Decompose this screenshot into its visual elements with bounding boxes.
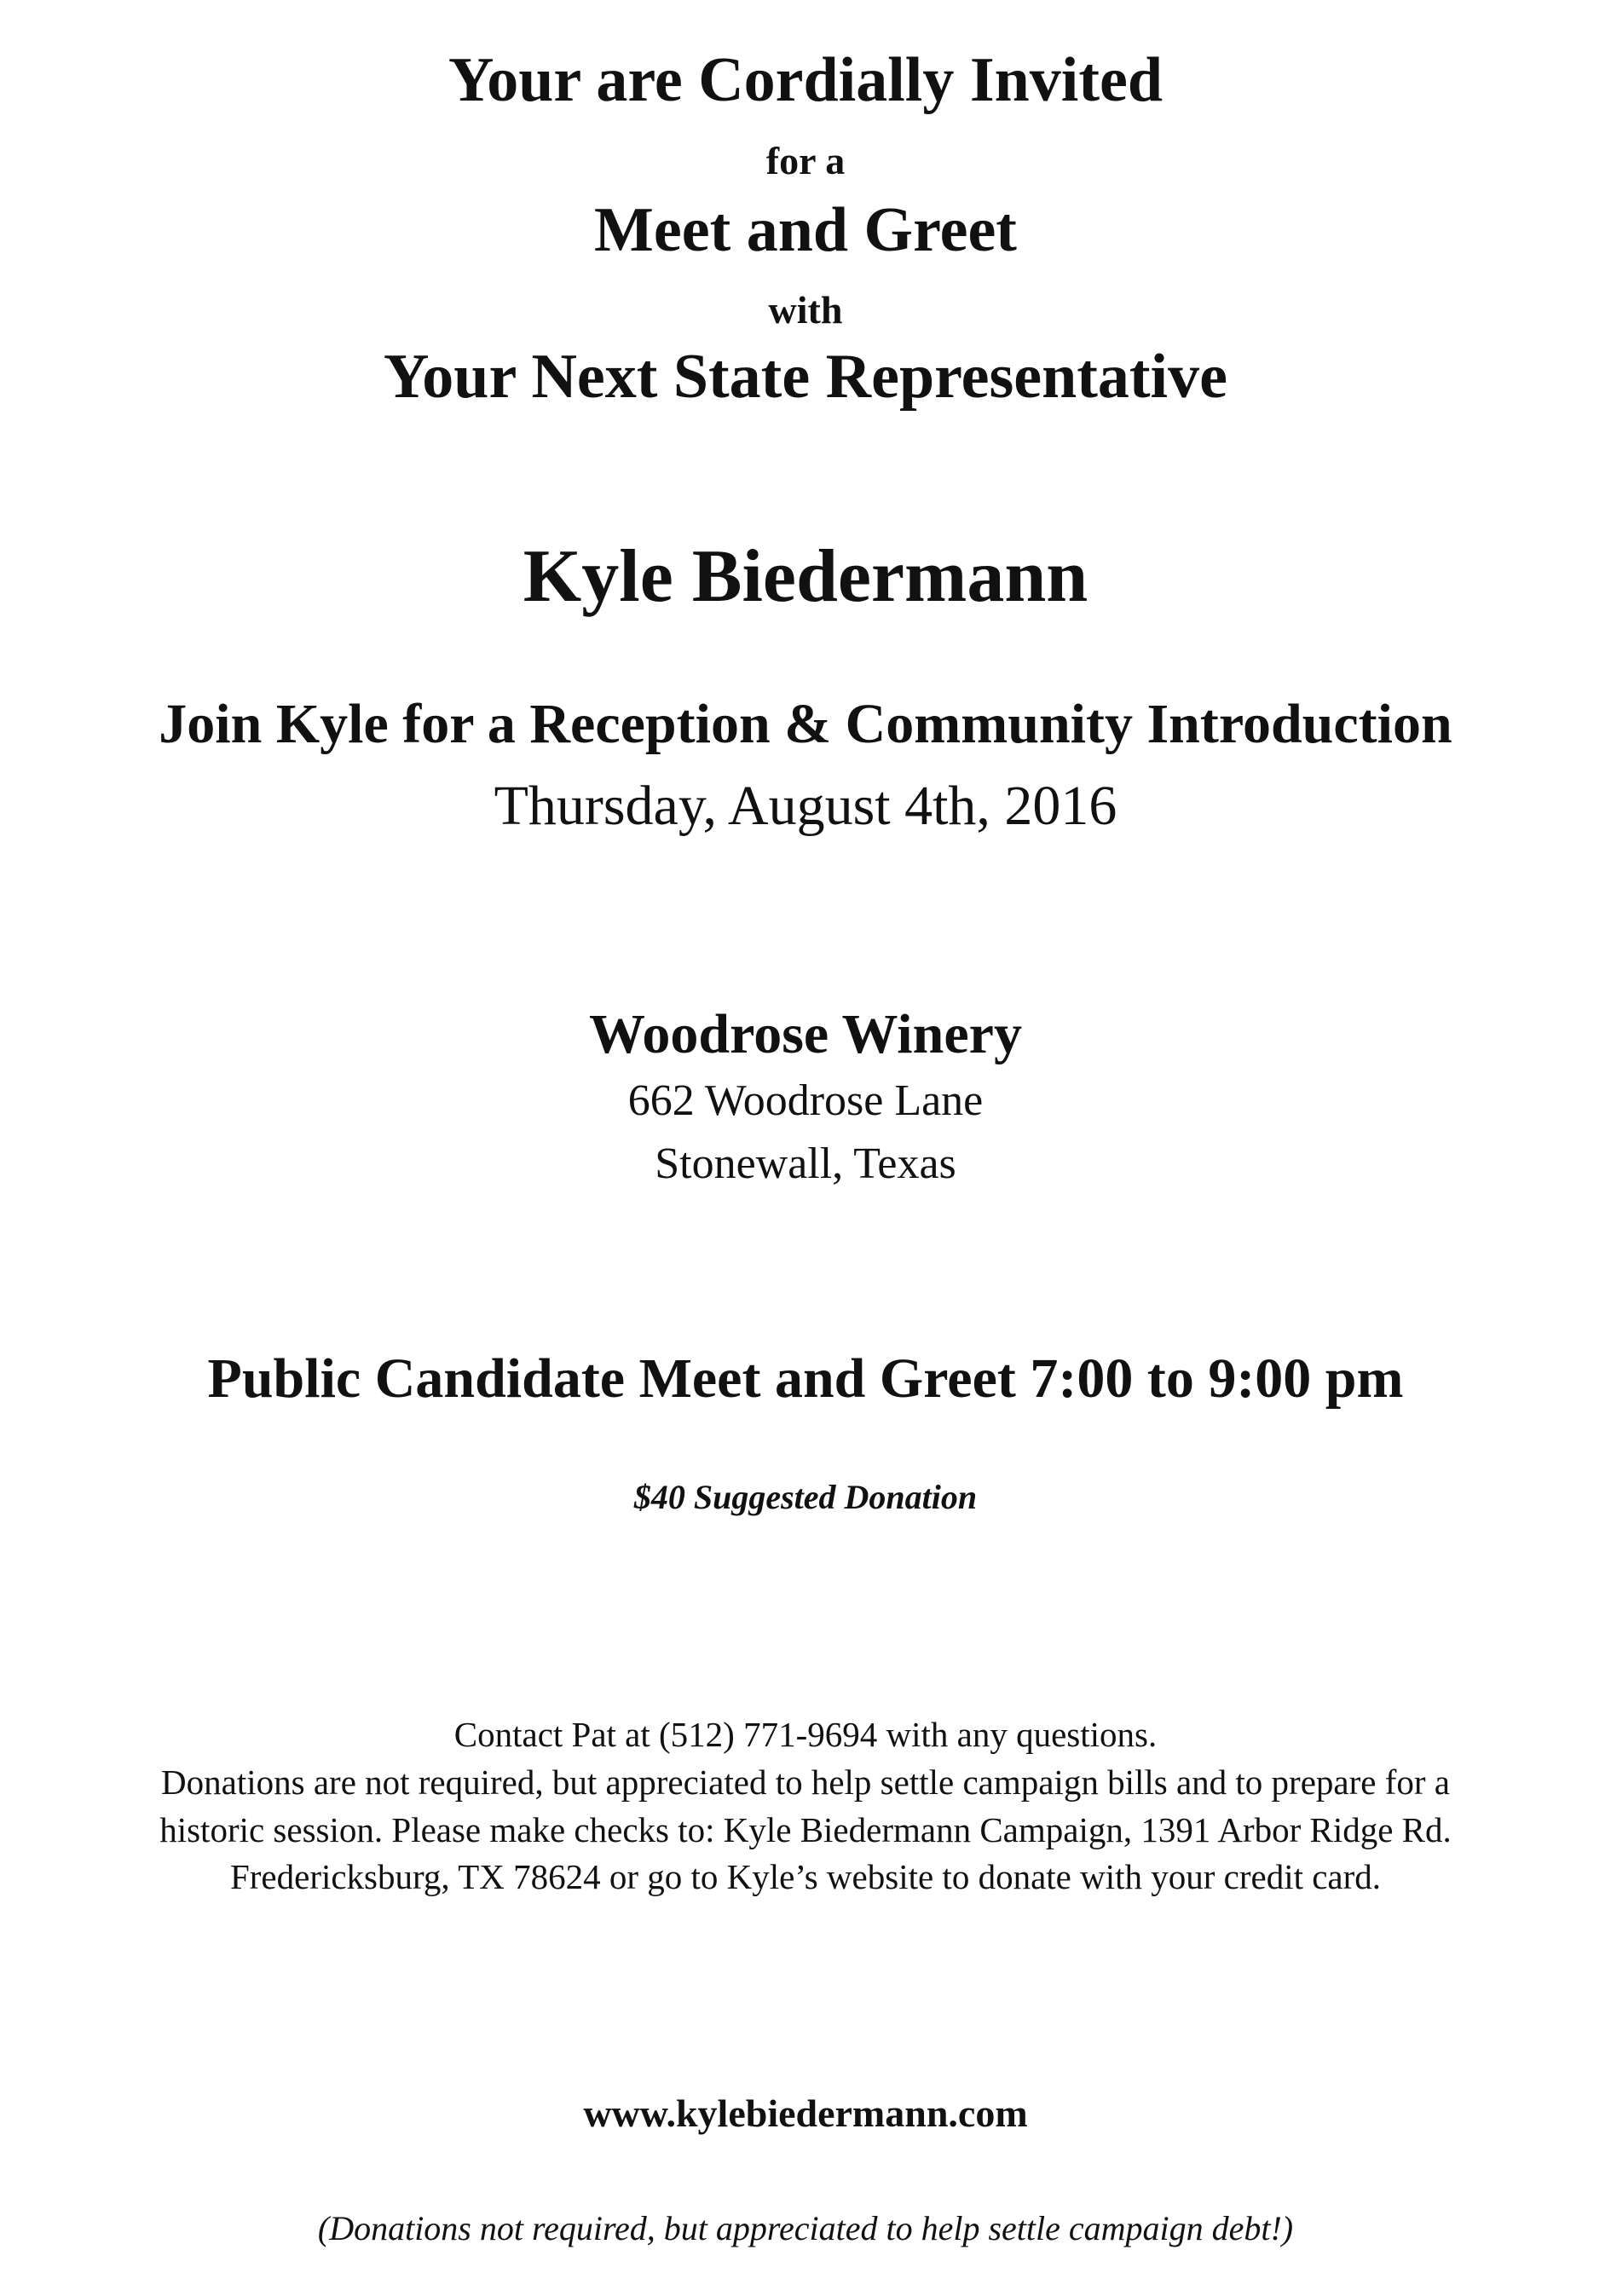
website-url: www.kylebiedermann.com bbox=[583, 2091, 1028, 2135]
public-event-time: Public Candidate Meet and Greet 7:00 to 9:00 pm bbox=[207, 1347, 1404, 1410]
donation-info-line: Fredericksburg, TX 78624 or go to Kyle’s website to donate with your credit card. bbox=[229, 1857, 1382, 1897]
event-name: Meet and Greet bbox=[594, 195, 1017, 265]
event-date: Thursday, August 4th, 2016 bbox=[494, 775, 1117, 837]
donation-info-line: historic session. Please make checks to: Kyle Biedermann Campaign, 1391 Arbor Ridge Rd. bbox=[159, 1809, 1452, 1849]
with-text: with bbox=[768, 288, 843, 332]
for-a-text: for a bbox=[765, 139, 846, 182]
reception-heading: Join Kyle for a Reception & Community Introduction bbox=[159, 693, 1452, 755]
donation-info-line: Donations are not required, but appreciated to help settle campaign bills and to prepare for a bbox=[161, 1762, 1450, 1802]
contact-line: Contact Pat at (512) 771-9694 with any questions. bbox=[453, 1715, 1158, 1754]
venue-name: Woodrose Winery bbox=[589, 1003, 1022, 1065]
footer-note: (Donations not required, but appreciated to help settle campaign debt!) bbox=[317, 2209, 1294, 2247]
suggested-donation: $40 Suggested Donation bbox=[633, 1478, 978, 1516]
contact-paragraph bbox=[34, 1711, 1577, 1901]
venue-city-state: Stonewall, Texas bbox=[655, 1139, 956, 1188]
venue-street-address: 662 Woodrose Lane bbox=[627, 1076, 984, 1125]
candidate-name: Kyle Biedermann bbox=[523, 535, 1088, 618]
representative-heading: Your Next State Representative bbox=[384, 342, 1227, 412]
invitation-title: Your are Cordially Invited bbox=[448, 45, 1164, 115]
